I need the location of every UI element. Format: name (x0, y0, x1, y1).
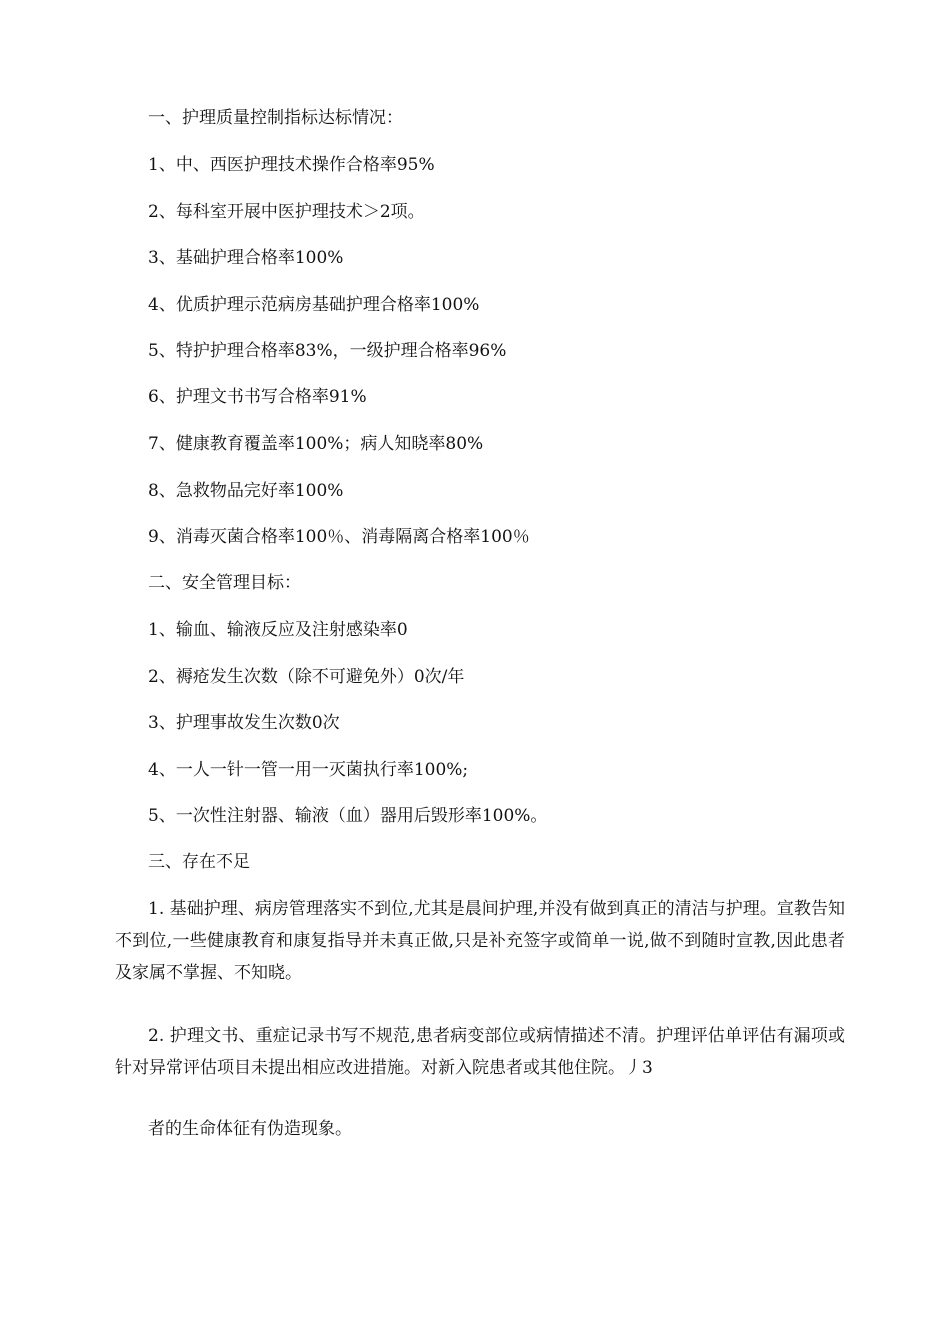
paragraph-text: 1. 基础护理、病房管理落实不到位,尤其是晨间护理,并没有做到真正的清洁与护理。宣教告知不到位,一些健康教育和康复指导并未真正做,只是补充签字或简单一说,做不到随时宣教,因此患者及家属不掌握、不知晓。 (115, 899, 845, 983)
list-item: 2、每科室开展中医护理技术＞2项。 (148, 202, 425, 222)
list-item: 1、输血、输液反应及注射感染率0 (148, 620, 408, 640)
list-item: 3、护理事故发生次数0次 (148, 713, 340, 733)
section-heading-quality: 一、护理质量控制指标达标情况： (148, 108, 403, 128)
paragraph-nursing-records (115, 1020, 845, 1084)
list-item: 3、基础护理合格率100% (148, 248, 344, 268)
list-item: 5、一次性注射器、输液（血）器用后毁形率100%。 (148, 806, 548, 826)
list-item: 2、褥疮发生次数（除不可避免外）0次/年 (148, 667, 465, 687)
list-item: 6、护理文书书写合格率91% (148, 387, 367, 407)
list-item: 4、优质护理示范病房基础护理合格率100% (148, 295, 480, 315)
list-item: 5、特护护理合格率83%，一级护理合格率96% (148, 341, 507, 361)
continuation-text: 者的生命体征有伪造现象。 (148, 1119, 352, 1139)
list-item: 1、中、西医护理技术操作合格率95% (148, 155, 435, 175)
paragraph-text: 2. 护理文书、重症记录书写不规范,患者病变部位或病情描述不清。护理评估单评估有漏项或针对异常评估项目未提出相应改进措施。对新入院患者或其他住院。丿3 (115, 1026, 845, 1078)
section-heading-safety: 二、安全管理目标： (148, 573, 301, 593)
list-item: 8、急救物品完好率100% (148, 481, 344, 501)
paragraph-basic-care (115, 893, 845, 989)
section-heading-shortcomings: 三、存在不足 (148, 852, 250, 872)
list-item: 4、一人一针一管一用一灭菌执行率100%; (148, 760, 469, 780)
list-item: 7、健康教育覆盖率100%；病人知晓率80% (148, 434, 484, 454)
list-item: 9、消毒灭菌合格率100％、消毒隔离合格率100％ (148, 527, 530, 547)
